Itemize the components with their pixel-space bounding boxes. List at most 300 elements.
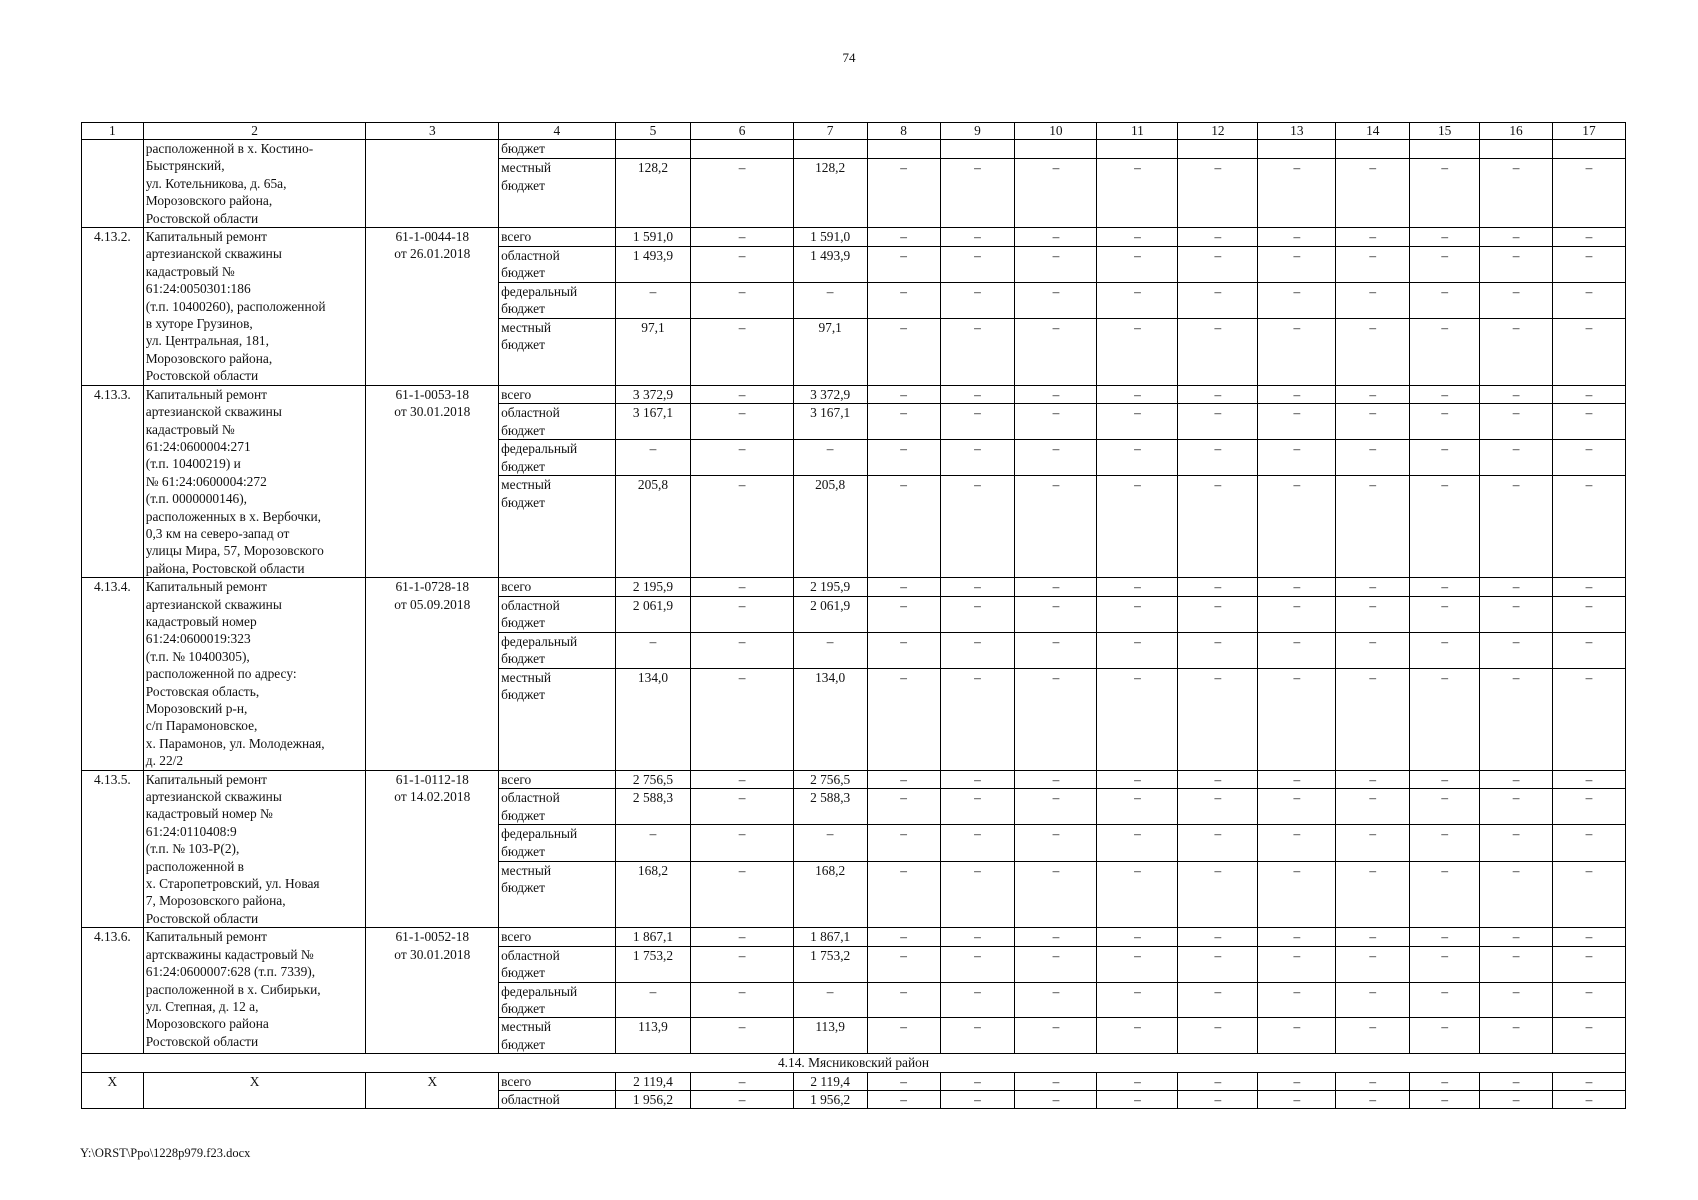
- amount-cell: –: [1552, 228, 1625, 247]
- amount-cell: –: [1552, 946, 1625, 982]
- amount-cell: –: [1258, 770, 1336, 789]
- amount-cell: –: [867, 1072, 940, 1090]
- amount-cell: –: [1015, 159, 1097, 228]
- amount-cell: 113,9: [615, 1018, 691, 1054]
- amount-cell: –: [940, 404, 1015, 440]
- document-ref: 61-1-0728-18 от 05.09.2018: [366, 578, 499, 770]
- amount-cell: –: [1410, 1018, 1480, 1054]
- object-name: Капитальный ремонт артезианской скважины кадастровый № 61:24:0600004:271 (т.п. 10400219) и № 61:24:0600004:272 (т.п. 0000000146), расположенных в х. Вербочки, 0,3 км на северо-запад от улицы Мира, 57, Морозовского района, Ростовской области: [143, 385, 366, 577]
- amount-cell: 3 167,1: [793, 404, 867, 440]
- amount-cell: –: [1097, 668, 1178, 770]
- amount-cell: 1 493,9: [793, 246, 867, 282]
- amount-cell: –: [1178, 404, 1258, 440]
- amount-cell: 1 867,1: [615, 928, 691, 946]
- amount-cell: –: [1097, 982, 1178, 1018]
- funding-source: федеральный бюджет: [499, 825, 615, 861]
- amount-cell: –: [1178, 1018, 1258, 1054]
- amount-cell: –: [1410, 578, 1480, 597]
- amount-cell: –: [793, 632, 867, 668]
- amount-cell: –: [1015, 1072, 1097, 1090]
- document-ref: 61-1-0112-18 от 14.02.2018: [366, 770, 499, 928]
- amount-cell: –: [1097, 770, 1178, 789]
- funding-source: областной бюджет: [499, 789, 615, 825]
- amount-cell: 1 867,1: [793, 928, 867, 946]
- header-row: [82, 123, 1626, 140]
- amount-cell: –: [1410, 228, 1480, 247]
- amount-cell: –: [867, 928, 940, 946]
- amount-cell: –: [1336, 1072, 1410, 1090]
- amount-cell: –: [1178, 282, 1258, 318]
- funding-source: всего: [499, 1072, 615, 1090]
- amount-cell: 1 493,9: [615, 246, 691, 282]
- amount-cell: –: [1410, 318, 1480, 385]
- amount-cell: [1015, 140, 1097, 159]
- amount-cell: –: [1336, 861, 1410, 928]
- amount-cell: –: [1015, 982, 1097, 1018]
- amount-cell: –: [1178, 246, 1258, 282]
- funding-source: федеральный бюджет: [499, 982, 615, 1018]
- amount-cell: –: [1336, 928, 1410, 946]
- amount-cell: –: [940, 596, 1015, 632]
- amount-cell: –: [1097, 476, 1178, 578]
- amount-cell: –: [1552, 861, 1625, 928]
- amount-cell: –: [1410, 982, 1480, 1018]
- amount-cell: 2 119,4: [615, 1072, 691, 1090]
- amount-cell: –: [691, 982, 793, 1018]
- amount-cell: –: [1410, 246, 1480, 282]
- amount-cell: –: [867, 982, 940, 1018]
- amount-cell: –: [867, 946, 940, 982]
- amount-cell: –: [615, 632, 691, 668]
- amount-cell: –: [793, 825, 867, 861]
- amount-cell: 97,1: [793, 318, 867, 385]
- amount-cell: 205,8: [793, 476, 867, 578]
- amount-cell: –: [1178, 159, 1258, 228]
- amount-cell: –: [1258, 825, 1336, 861]
- amount-cell: –: [1258, 946, 1336, 982]
- amount-cell: –: [691, 578, 793, 597]
- amount-cell: 128,2: [615, 159, 691, 228]
- amount-cell: –: [1410, 404, 1480, 440]
- amount-cell: –: [1178, 825, 1258, 861]
- document-ref: 61-1-0044-18 от 26.01.2018: [366, 228, 499, 386]
- amount-cell: –: [1178, 928, 1258, 946]
- amount-cell: [793, 140, 867, 159]
- amount-cell: –: [1480, 789, 1553, 825]
- amount-cell: –: [1015, 825, 1097, 861]
- amount-cell: –: [1258, 1072, 1336, 1090]
- amount-cell: –: [1410, 789, 1480, 825]
- amount-cell: [1097, 140, 1178, 159]
- amount-cell: –: [1552, 825, 1625, 861]
- object-name: Капитальный ремонт артезианской скважины кадастровый номер № 61:24:0110408:9 (т.п. № 103-Р(2), расположенной в х. Старопетровский, ул. Новая 7, Морозовского района, Ростовской области: [143, 770, 366, 928]
- amount-cell: –: [867, 861, 940, 928]
- col-header: 4: [499, 123, 615, 140]
- amount-cell: –: [1336, 1090, 1410, 1108]
- amount-cell: –: [1336, 440, 1410, 476]
- funding-source: областной: [499, 1090, 615, 1108]
- amount-cell: –: [1336, 404, 1410, 440]
- amount-cell: –: [1097, 282, 1178, 318]
- amount-cell: –: [1015, 770, 1097, 789]
- amount-cell: –: [1015, 861, 1097, 928]
- amount-cell: –: [1015, 404, 1097, 440]
- section-row: [82, 1054, 1626, 1072]
- col-header: 13: [1258, 123, 1336, 140]
- amount-cell: –: [1258, 578, 1336, 597]
- amount-cell: –: [1178, 1090, 1258, 1108]
- amount-cell: –: [940, 476, 1015, 578]
- amount-cell: –: [1552, 159, 1625, 228]
- amount-cell: –: [1336, 1018, 1410, 1054]
- amount-cell: –: [1336, 770, 1410, 789]
- amount-cell: –: [1015, 668, 1097, 770]
- amount-cell: –: [793, 982, 867, 1018]
- amount-cell: 2 756,5: [615, 770, 691, 789]
- amount-cell: –: [1552, 476, 1625, 578]
- amount-cell: –: [1336, 385, 1410, 404]
- amount-cell: –: [867, 596, 940, 632]
- amount-cell: 134,0: [793, 668, 867, 770]
- amount-cell: –: [1097, 318, 1178, 385]
- amount-cell: –: [1178, 668, 1258, 770]
- funding-source: местный бюджет: [499, 861, 615, 928]
- amount-cell: 3 167,1: [615, 404, 691, 440]
- amount-cell: –: [1258, 440, 1336, 476]
- table-row: [82, 928, 1626, 946]
- amount-cell: –: [1258, 246, 1336, 282]
- funding-source: областной бюджет: [499, 596, 615, 632]
- amount-cell: –: [1258, 228, 1336, 247]
- amount-cell: –: [1258, 596, 1336, 632]
- amount-cell: –: [1258, 928, 1336, 946]
- item-number: [82, 140, 144, 228]
- amount-cell: –: [867, 789, 940, 825]
- amount-cell: –: [1097, 440, 1178, 476]
- amount-cell: –: [1178, 385, 1258, 404]
- amount-cell: –: [1410, 825, 1480, 861]
- amount-cell: –: [691, 282, 793, 318]
- amount-cell: –: [1480, 982, 1553, 1018]
- amount-cell: –: [1480, 825, 1553, 861]
- amount-cell: –: [1015, 1018, 1097, 1054]
- amount-cell: –: [867, 1018, 940, 1054]
- amount-cell: [1336, 140, 1410, 159]
- amount-cell: 2 195,9: [615, 578, 691, 597]
- amount-cell: –: [691, 632, 793, 668]
- amount-cell: –: [940, 246, 1015, 282]
- amount-cell: –: [1336, 476, 1410, 578]
- amount-cell: –: [1480, 159, 1553, 228]
- amount-cell: –: [1015, 578, 1097, 597]
- amount-cell: –: [1336, 578, 1410, 597]
- amount-cell: –: [1480, 578, 1553, 597]
- funding-source: бюджет: [499, 140, 615, 159]
- amount-cell: –: [1480, 282, 1553, 318]
- amount-cell: –: [1178, 770, 1258, 789]
- amount-cell: –: [691, 385, 793, 404]
- amount-cell: –: [1097, 246, 1178, 282]
- amount-cell: –: [1258, 159, 1336, 228]
- amount-cell: –: [1552, 1018, 1625, 1054]
- amount-cell: –: [691, 789, 793, 825]
- amount-cell: –: [1178, 578, 1258, 597]
- amount-cell: –: [1015, 476, 1097, 578]
- amount-cell: –: [1552, 632, 1625, 668]
- col-header: 10: [1015, 123, 1097, 140]
- amount-cell: –: [615, 440, 691, 476]
- amount-cell: –: [1097, 861, 1178, 928]
- amount-cell: –: [691, 668, 793, 770]
- funding-source: всего: [499, 770, 615, 789]
- amount-cell: –: [940, 946, 1015, 982]
- amount-cell: –: [615, 982, 691, 1018]
- amount-cell: 97,1: [615, 318, 691, 385]
- amount-cell: –: [867, 668, 940, 770]
- amount-cell: 2 756,5: [793, 770, 867, 789]
- amount-cell: –: [1097, 825, 1178, 861]
- amount-cell: –: [1336, 632, 1410, 668]
- amount-cell: 128,2: [793, 159, 867, 228]
- amount-cell: –: [940, 632, 1015, 668]
- object-name: расположенной в х. Костино-Быстрянский, ул. Котельникова, д. 65а, Морозовского района, Ростовской области: [143, 140, 366, 228]
- object-name: Капитальный ремонт артезианской скважины кадастровый номер 61:24:0600019:323 (т.п. № 10400305), расположенной по адресу: Ростовская область, Морозовский р-н, с/п Парамоновское, х. Парамонов, ул. Молодежная, д. 22/2: [143, 578, 366, 770]
- table-row: [82, 770, 1626, 789]
- amount-cell: –: [1410, 632, 1480, 668]
- amount-cell: –: [1480, 476, 1553, 578]
- funding-source: местный бюджет: [499, 1018, 615, 1054]
- col-header: 14: [1336, 123, 1410, 140]
- document-ref: 61-1-0053-18 от 30.01.2018: [366, 385, 499, 577]
- amount-cell: –: [1015, 318, 1097, 385]
- amount-cell: 2 588,3: [793, 789, 867, 825]
- amount-cell: –: [1258, 1090, 1336, 1108]
- amount-cell: –: [691, 440, 793, 476]
- col-header: 11: [1097, 123, 1178, 140]
- page-number: 74: [842, 50, 856, 65]
- amount-cell: –: [867, 440, 940, 476]
- amount-cell: [1480, 140, 1553, 159]
- amount-cell: –: [867, 228, 940, 247]
- amount-cell: –: [1258, 404, 1336, 440]
- funding-source: всего: [499, 385, 615, 404]
- amount-cell: –: [793, 282, 867, 318]
- amount-cell: –: [940, 318, 1015, 385]
- amount-cell: –: [1258, 632, 1336, 668]
- amount-cell: –: [1097, 946, 1178, 982]
- amount-cell: [1258, 140, 1336, 159]
- funding-source: областной бюджет: [499, 946, 615, 982]
- amount-cell: –: [1480, 385, 1553, 404]
- amount-cell: –: [940, 928, 1015, 946]
- funding-source: федеральный бюджет: [499, 440, 615, 476]
- amount-cell: 168,2: [615, 861, 691, 928]
- amount-cell: –: [1336, 228, 1410, 247]
- amount-cell: –: [1552, 596, 1625, 632]
- amount-cell: –: [1552, 928, 1625, 946]
- col-header: 1: [82, 123, 144, 140]
- amount-cell: [867, 140, 940, 159]
- amount-cell: –: [615, 282, 691, 318]
- amount-cell: –: [1015, 1090, 1097, 1108]
- amount-cell: –: [1480, 404, 1553, 440]
- amount-cell: –: [1336, 246, 1410, 282]
- amount-cell: –: [691, 596, 793, 632]
- amount-cell: 1 591,0: [615, 228, 691, 247]
- amount-cell: –: [1097, 159, 1178, 228]
- amount-cell: –: [1480, 318, 1553, 385]
- amount-cell: –: [1015, 928, 1097, 946]
- amount-cell: –: [1097, 928, 1178, 946]
- table-row: [82, 385, 1626, 404]
- document-ref: Х: [366, 1072, 499, 1109]
- amount-cell: –: [940, 282, 1015, 318]
- amount-cell: –: [867, 578, 940, 597]
- amount-cell: –: [1552, 385, 1625, 404]
- amount-cell: [691, 140, 793, 159]
- amount-cell: –: [691, 228, 793, 247]
- amount-cell: –: [1015, 789, 1097, 825]
- amount-cell: –: [691, 861, 793, 928]
- amount-cell: –: [1097, 404, 1178, 440]
- amount-cell: –: [1258, 668, 1336, 770]
- amount-cell: –: [1410, 282, 1480, 318]
- amount-cell: –: [691, 1018, 793, 1054]
- amount-cell: –: [1097, 789, 1178, 825]
- amount-cell: –: [1336, 159, 1410, 228]
- amount-cell: –: [867, 632, 940, 668]
- amount-cell: 1 956,2: [793, 1090, 867, 1108]
- amount-cell: 134,0: [615, 668, 691, 770]
- object-name: Капитальный ремонт артскважины кадастровый № 61:24:0600007:628 (т.п. 7339), расположенной в х. Сибирьки, ул. Степная, д. 12 а, Морозовского района Ростовской области: [143, 928, 366, 1054]
- amount-cell: –: [1178, 318, 1258, 385]
- amount-cell: –: [867, 1090, 940, 1108]
- funding-source: местный бюджет: [499, 476, 615, 578]
- amount-cell: –: [1336, 282, 1410, 318]
- amount-cell: –: [1258, 318, 1336, 385]
- amount-cell: –: [1480, 861, 1553, 928]
- amount-cell: –: [1178, 632, 1258, 668]
- amount-cell: –: [1178, 228, 1258, 247]
- amount-cell: [1178, 140, 1258, 159]
- amount-cell: –: [940, 1018, 1015, 1054]
- amount-cell: –: [1410, 770, 1480, 789]
- table-row: [82, 1072, 1626, 1090]
- amount-cell: –: [1410, 1072, 1480, 1090]
- funding-source: местный бюджет: [499, 318, 615, 385]
- amount-cell: –: [1410, 668, 1480, 770]
- amount-cell: –: [691, 1090, 793, 1108]
- amount-cell: –: [1258, 982, 1336, 1018]
- col-header: 8: [867, 123, 940, 140]
- amount-cell: –: [1480, 440, 1553, 476]
- amount-cell: –: [1480, 246, 1553, 282]
- amount-cell: –: [1258, 789, 1336, 825]
- amount-cell: –: [1097, 1018, 1178, 1054]
- col-header: 2: [143, 123, 366, 140]
- amount-cell: –: [940, 1072, 1015, 1090]
- amount-cell: –: [1336, 596, 1410, 632]
- amount-cell: –: [1552, 246, 1625, 282]
- amount-cell: –: [1015, 632, 1097, 668]
- amount-cell: –: [1097, 596, 1178, 632]
- amount-cell: –: [940, 861, 1015, 928]
- amount-cell: –: [940, 770, 1015, 789]
- amount-cell: –: [1178, 861, 1258, 928]
- amount-cell: –: [691, 159, 793, 228]
- amount-cell: –: [1480, 1072, 1553, 1090]
- table-body: [82, 140, 1626, 1109]
- col-header: 6: [691, 123, 793, 140]
- item-number: 4.13.3.: [82, 385, 144, 577]
- amount-cell: [615, 140, 691, 159]
- amount-cell: 2 588,3: [615, 789, 691, 825]
- funding-source: областной бюджет: [499, 246, 615, 282]
- amount-cell: –: [1336, 789, 1410, 825]
- amount-cell: –: [691, 404, 793, 440]
- amount-cell: –: [940, 668, 1015, 770]
- amount-cell: –: [940, 789, 1015, 825]
- amount-cell: –: [1410, 440, 1480, 476]
- amount-cell: –: [867, 318, 940, 385]
- funding-source: всего: [499, 928, 615, 946]
- col-header: 12: [1178, 123, 1258, 140]
- amount-cell: –: [940, 159, 1015, 228]
- amount-cell: –: [1097, 385, 1178, 404]
- document-ref: 61-1-0052-18 от 30.01.2018: [366, 928, 499, 1054]
- object-name: Х: [143, 1072, 366, 1109]
- funding-source: всего: [499, 578, 615, 597]
- amount-cell: –: [1258, 282, 1336, 318]
- amount-cell: –: [1097, 1090, 1178, 1108]
- amount-cell: –: [867, 404, 940, 440]
- amount-cell: 2 195,9: [793, 578, 867, 597]
- amount-cell: –: [1410, 928, 1480, 946]
- funding-source: местный бюджет: [499, 668, 615, 770]
- amount-cell: –: [1015, 440, 1097, 476]
- funding-source: областной бюджет: [499, 404, 615, 440]
- amount-cell: –: [1015, 282, 1097, 318]
- col-header: 3: [366, 123, 499, 140]
- amount-cell: 113,9: [793, 1018, 867, 1054]
- amount-cell: –: [940, 578, 1015, 597]
- amount-cell: [1410, 140, 1480, 159]
- amount-cell: –: [1552, 982, 1625, 1018]
- col-header: 7: [793, 123, 867, 140]
- funding-source: всего: [499, 228, 615, 247]
- amount-cell: –: [1410, 861, 1480, 928]
- amount-cell: –: [1552, 440, 1625, 476]
- amount-cell: –: [615, 825, 691, 861]
- amount-cell: –: [691, 825, 793, 861]
- amount-cell: –: [1336, 946, 1410, 982]
- amount-cell: 168,2: [793, 861, 867, 928]
- amount-cell: –: [691, 318, 793, 385]
- amount-cell: –: [1480, 770, 1553, 789]
- amount-cell: –: [1480, 928, 1553, 946]
- amount-cell: –: [1097, 632, 1178, 668]
- amount-cell: –: [867, 476, 940, 578]
- col-header: 16: [1480, 123, 1553, 140]
- amount-cell: 1 956,2: [615, 1090, 691, 1108]
- amount-cell: –: [1178, 476, 1258, 578]
- amount-cell: –: [1480, 632, 1553, 668]
- amount-cell: –: [1178, 982, 1258, 1018]
- amount-cell: 1 753,2: [615, 946, 691, 982]
- amount-cell: –: [1015, 228, 1097, 247]
- amount-cell: –: [1552, 318, 1625, 385]
- amount-cell: –: [1015, 596, 1097, 632]
